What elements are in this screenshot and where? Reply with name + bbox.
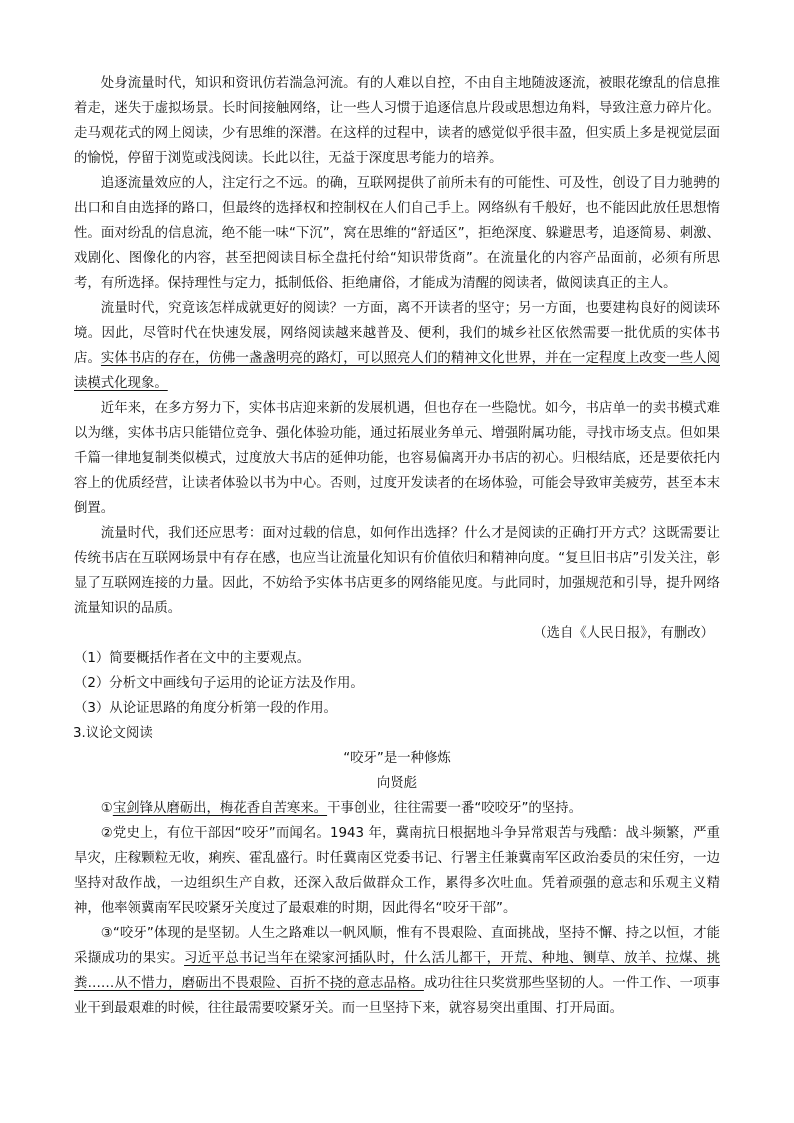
section-heading: 3.议论文阅读 [73, 726, 153, 741]
paragraph-1: 处身流量时代，知识和资讯仿若湍急河流。有的人难以自控，不由自主地随波逐流，被眼花缭乱的信息推着走，迷失于虚拟场景。长时间接触网络，让一些人习惯于追逐信息片段或思想边角料，导致注意力碎片化。走马观花式的网上阅读，少有思维的深潜。在这样的过程中，读者的感觉似乎很丰盈，但实质上多是视觉层面的愉悦，停留于浏览或浅阅读。长此以往，无益于深度思考能力的培养。 [74, 76, 720, 166]
document-body [74, 71, 720, 1021]
paragraph-4: 近年来，在多方努力下，实体书店迎来新的发展机遇，但也存在一些隐忧。如今，书店单一的卖书模式难以为继，实体书店只能错位竞争、强化体验功能，通过拓展业务单元、增强附属功能，寻找市场支点。但如果千篇一律地复制类似模式，过度放大书店的延伸功能，也容易偏离开办书店的初心。归根结底，还是要依托内容上的优质经营，让读者体验以书为中心。否则，过度开发读者的在场体验，可能会导致审美疲劳，甚至本末倒置。 [74, 401, 720, 516]
paragraph-3-text: 流量时代，究竟该怎样成就更好的阅读？一方面，离不开读者的坚守；另一方面，也要建构良好的阅读环境。因此，尽管时代在快速发展，网络阅读越来越普及、便利，我们的城乡社区依然需要一批优质的实体书店。 [74, 301, 720, 366]
question-3: （3）从论证思路的角度分析第一段的作用。 [74, 701, 337, 716]
article-paragraph-3 [74, 921, 720, 1021]
source-citation: （选自《人民日报》，有删改） [533, 626, 714, 641]
article-paragraph-2: ②党史上，有位干部因“咬牙”而闻名。1943 年，冀南抗日根据地斗争异常艰苦与残酷：战斗频繁，严重旱灾，庄稼颗粒无收，痢疾、霍乱盛行。时任冀南区党委书记、行署主任兼冀南军区政治委员的宋任穷，一边坚持对敌作战，一边组织生产自救，还深入敌后做群众工作，累得多次吐血。凭着顽强的意志和乐观主义精神，他率领冀南军民咬紧牙关度过了最艰难的时期，因此得名“咬牙干部”。 [74, 826, 720, 916]
underlined-sentence: 实体书店的存在，仿佛一盏盏明亮的路灯，可以照亮人们的精神文化世界，并在一定程度上改变一些人阅读模式化现象。 [74, 351, 720, 391]
question-2: （2）分析文中画线句子运用的论证方法及作用。 [74, 676, 364, 691]
paragraph-5: 流量时代，我们还应思考：面对过载的信息，如何作出选择？什么才是阅读的正确打开方式？这既需要让传统书店在互联网场景中有存在感，也应当让流量化知识有价值依归和精神向度。“复旦旧书店”引发关注，彰显了互联网连接的力量。因此，不妨给予实体书店更多的网络能见度。与此同时，加强规范和引导，提升网络流量知识的品质。 [74, 526, 720, 616]
question-1: （1）简要概括作者在文中的主要观点。 [74, 651, 311, 666]
article-author: 向贤彪 [376, 776, 418, 791]
para-number: ① [100, 801, 113, 816]
article-paragraph-1-text: 干事创业，往往需要一番“咬咬牙”的坚持。 [327, 801, 582, 816]
article-paragraph-3-text-a: ③“咬牙”体现的是坚韧。人生之路难以一帆风顺，惟有不畏艰险、直面挑战，坚持不懈、持之以恒，才能采撷成功的果实。 [74, 926, 720, 966]
underlined-quote: 宝剑锋从磨砺出，梅花香自苦寒来。 [112, 801, 328, 816]
underlined-example: 习近平总书记当年在梁家河插队时，什么活儿都干，开荒、种地、铡草、放羊、拉煤、挑粪……从不惜力，磨砺出不畏艰险、百折不挠的意志品格。 [74, 951, 721, 991]
article-title: “咬牙”是一种修炼 [343, 751, 451, 766]
paragraph-2: 追逐流量效应的人，注定行之不远。的确，互联网提供了前所未有的可能性、可及性，创设了目力驰骋的出口和自由选择的路口，但最终的选择权和控制权在人们自己手上。网络纵有千般好，也不能因此放任思想惰性。面对纷乱的信息流，绝不能一味“下沉”，窝在思维的“舒适区”，拒绝深度、躲避思考，追逐简易、刺激、戏剧化、图像化的内容，甚至把阅读目标全盘托付给“知识带货商”。在流量化的内容产品面前，必须有所思考，有所选择。保持理性与定力，抵制低俗、拒绝庸俗，才能成为清醒的阅读者，做阅读真正的主人。 [74, 176, 720, 291]
paragraph-3 [74, 296, 720, 396]
article-paragraph-3-text-b: 成功往往只奖赏那些坚韧的人。一件工作、一项事业干到最艰难的时候，往往最需要咬紧牙关。而一旦坚持下来，就容易突出重围、打开局面。 [74, 976, 720, 1016]
article-paragraph-1 [74, 796, 720, 821]
